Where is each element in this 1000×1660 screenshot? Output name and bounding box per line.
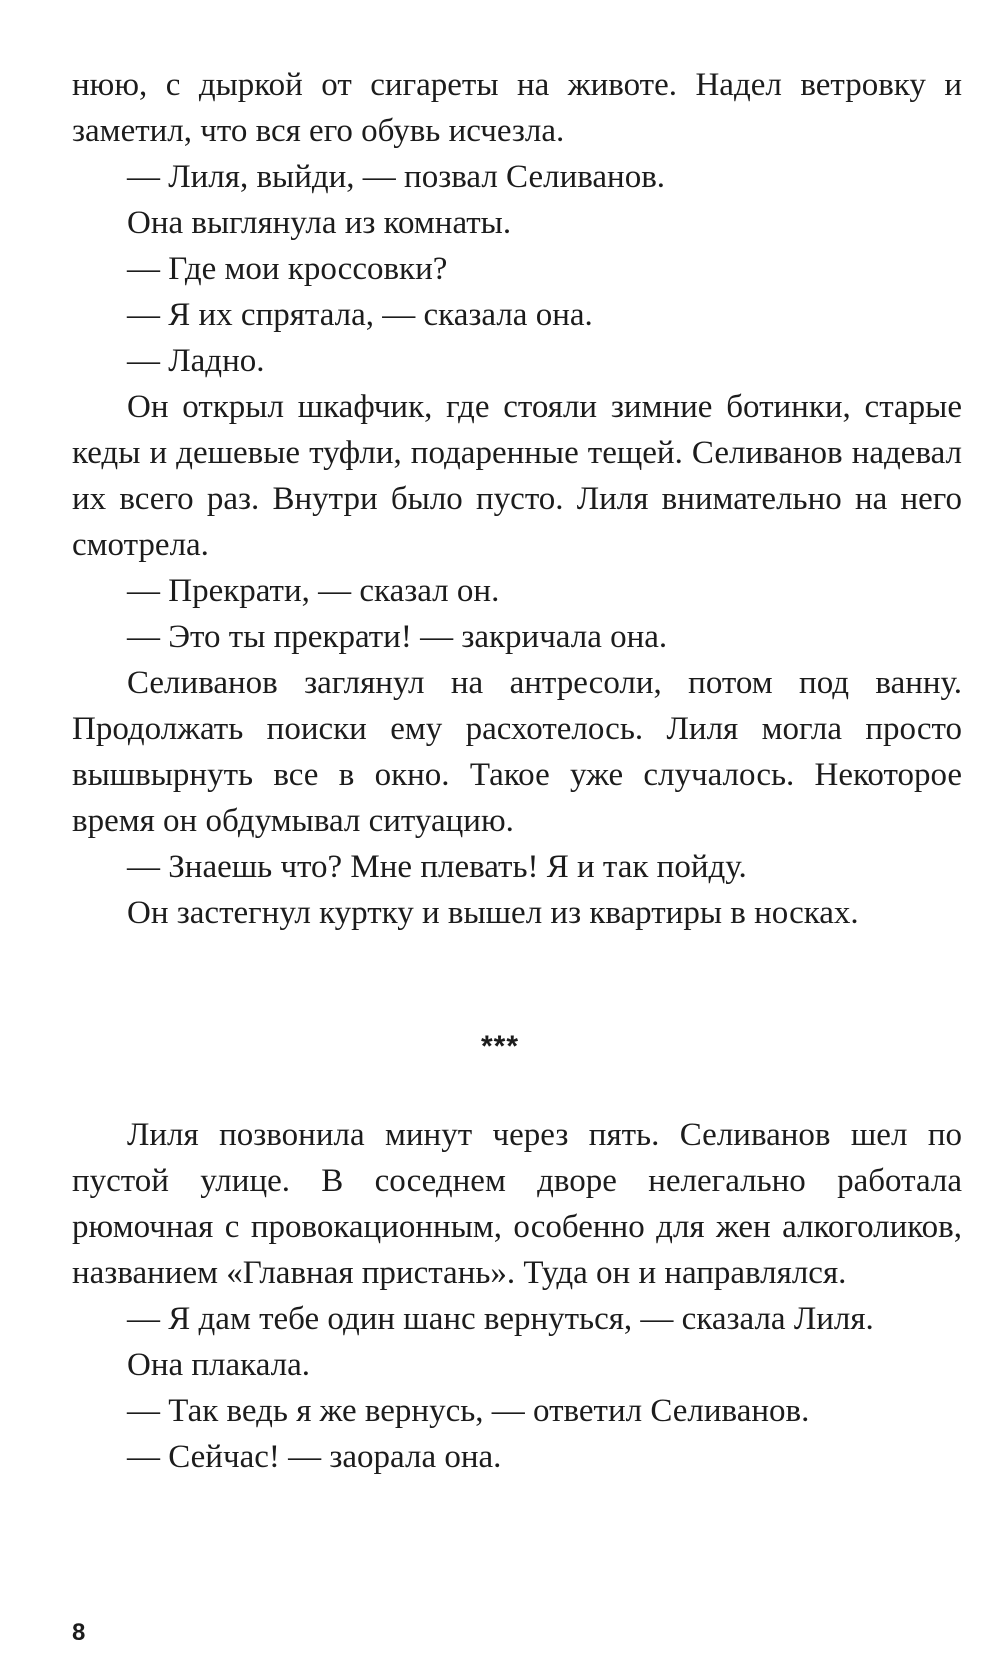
paragraph: Он открыл шкафчик, где стояли зимние ботинки, старые кеды и дешевые туфли, подаренные тещей. Селиванов надевал их всего раз. Внутри было пусто. Лиля внимательно на него смотрела. (72, 389, 962, 563)
dialogue-line: — Лиля, выйди, — позвал Селиванов. (127, 159, 666, 195)
paragraph: Она выглянула из комнаты. (127, 205, 512, 241)
dialogue-line: — Прекрати, — сказал он. (127, 573, 500, 609)
paragraph: Она плакала. (127, 1347, 310, 1383)
dialogue-line: — Я дам тебе один шанс вернуться, — сказала Лиля. (127, 1301, 874, 1337)
dialogue-line: — Так ведь я же вернусь, — ответил Селиванов. (127, 1393, 810, 1429)
text-block-bottom (72, 1112, 962, 1480)
section-separator: *** (480, 1030, 520, 1063)
dialogue-line: — Я их спрятала, — сказала она. (127, 297, 593, 333)
dialogue-line: — Ладно. (127, 343, 265, 379)
dialogue-line: — Это ты прекрати! — закричала она. (127, 619, 668, 655)
dialogue-line: — Сейчас! — заорала она. (127, 1439, 502, 1475)
paragraph: нюю, с дыркой от сигареты на животе. Надел ветровку и заметил, что вся его обувь исчезла. (72, 67, 962, 149)
page-number: 8 (72, 1619, 86, 1646)
dialogue-line: — Знаешь что? Мне плевать! Я и так пойду. (127, 849, 747, 885)
paragraph: Лиля позвонила минут через пять. Селиванов шел по пустой улице. В соседнем дворе нелегально работала рюмочная с провокационным, особенно для жен алкоголиков, названием «Главная пристань». Туда он и направлялся. (72, 1117, 962, 1291)
paragraph: Он застегнул куртку и вышел из квартиры в носках. (127, 895, 859, 931)
paragraph: Селиванов заглянул на антресоли, потом под ванну. Продолжать поиски ему расхотелось. Лиля могла просто вышвырнуть все в окно. Такое уже случалось. Некоторое время он обдумывал ситуацию. (72, 665, 962, 839)
text-block-top (72, 62, 962, 936)
dialogue-line: — Где мои кроссовки? (127, 251, 448, 287)
